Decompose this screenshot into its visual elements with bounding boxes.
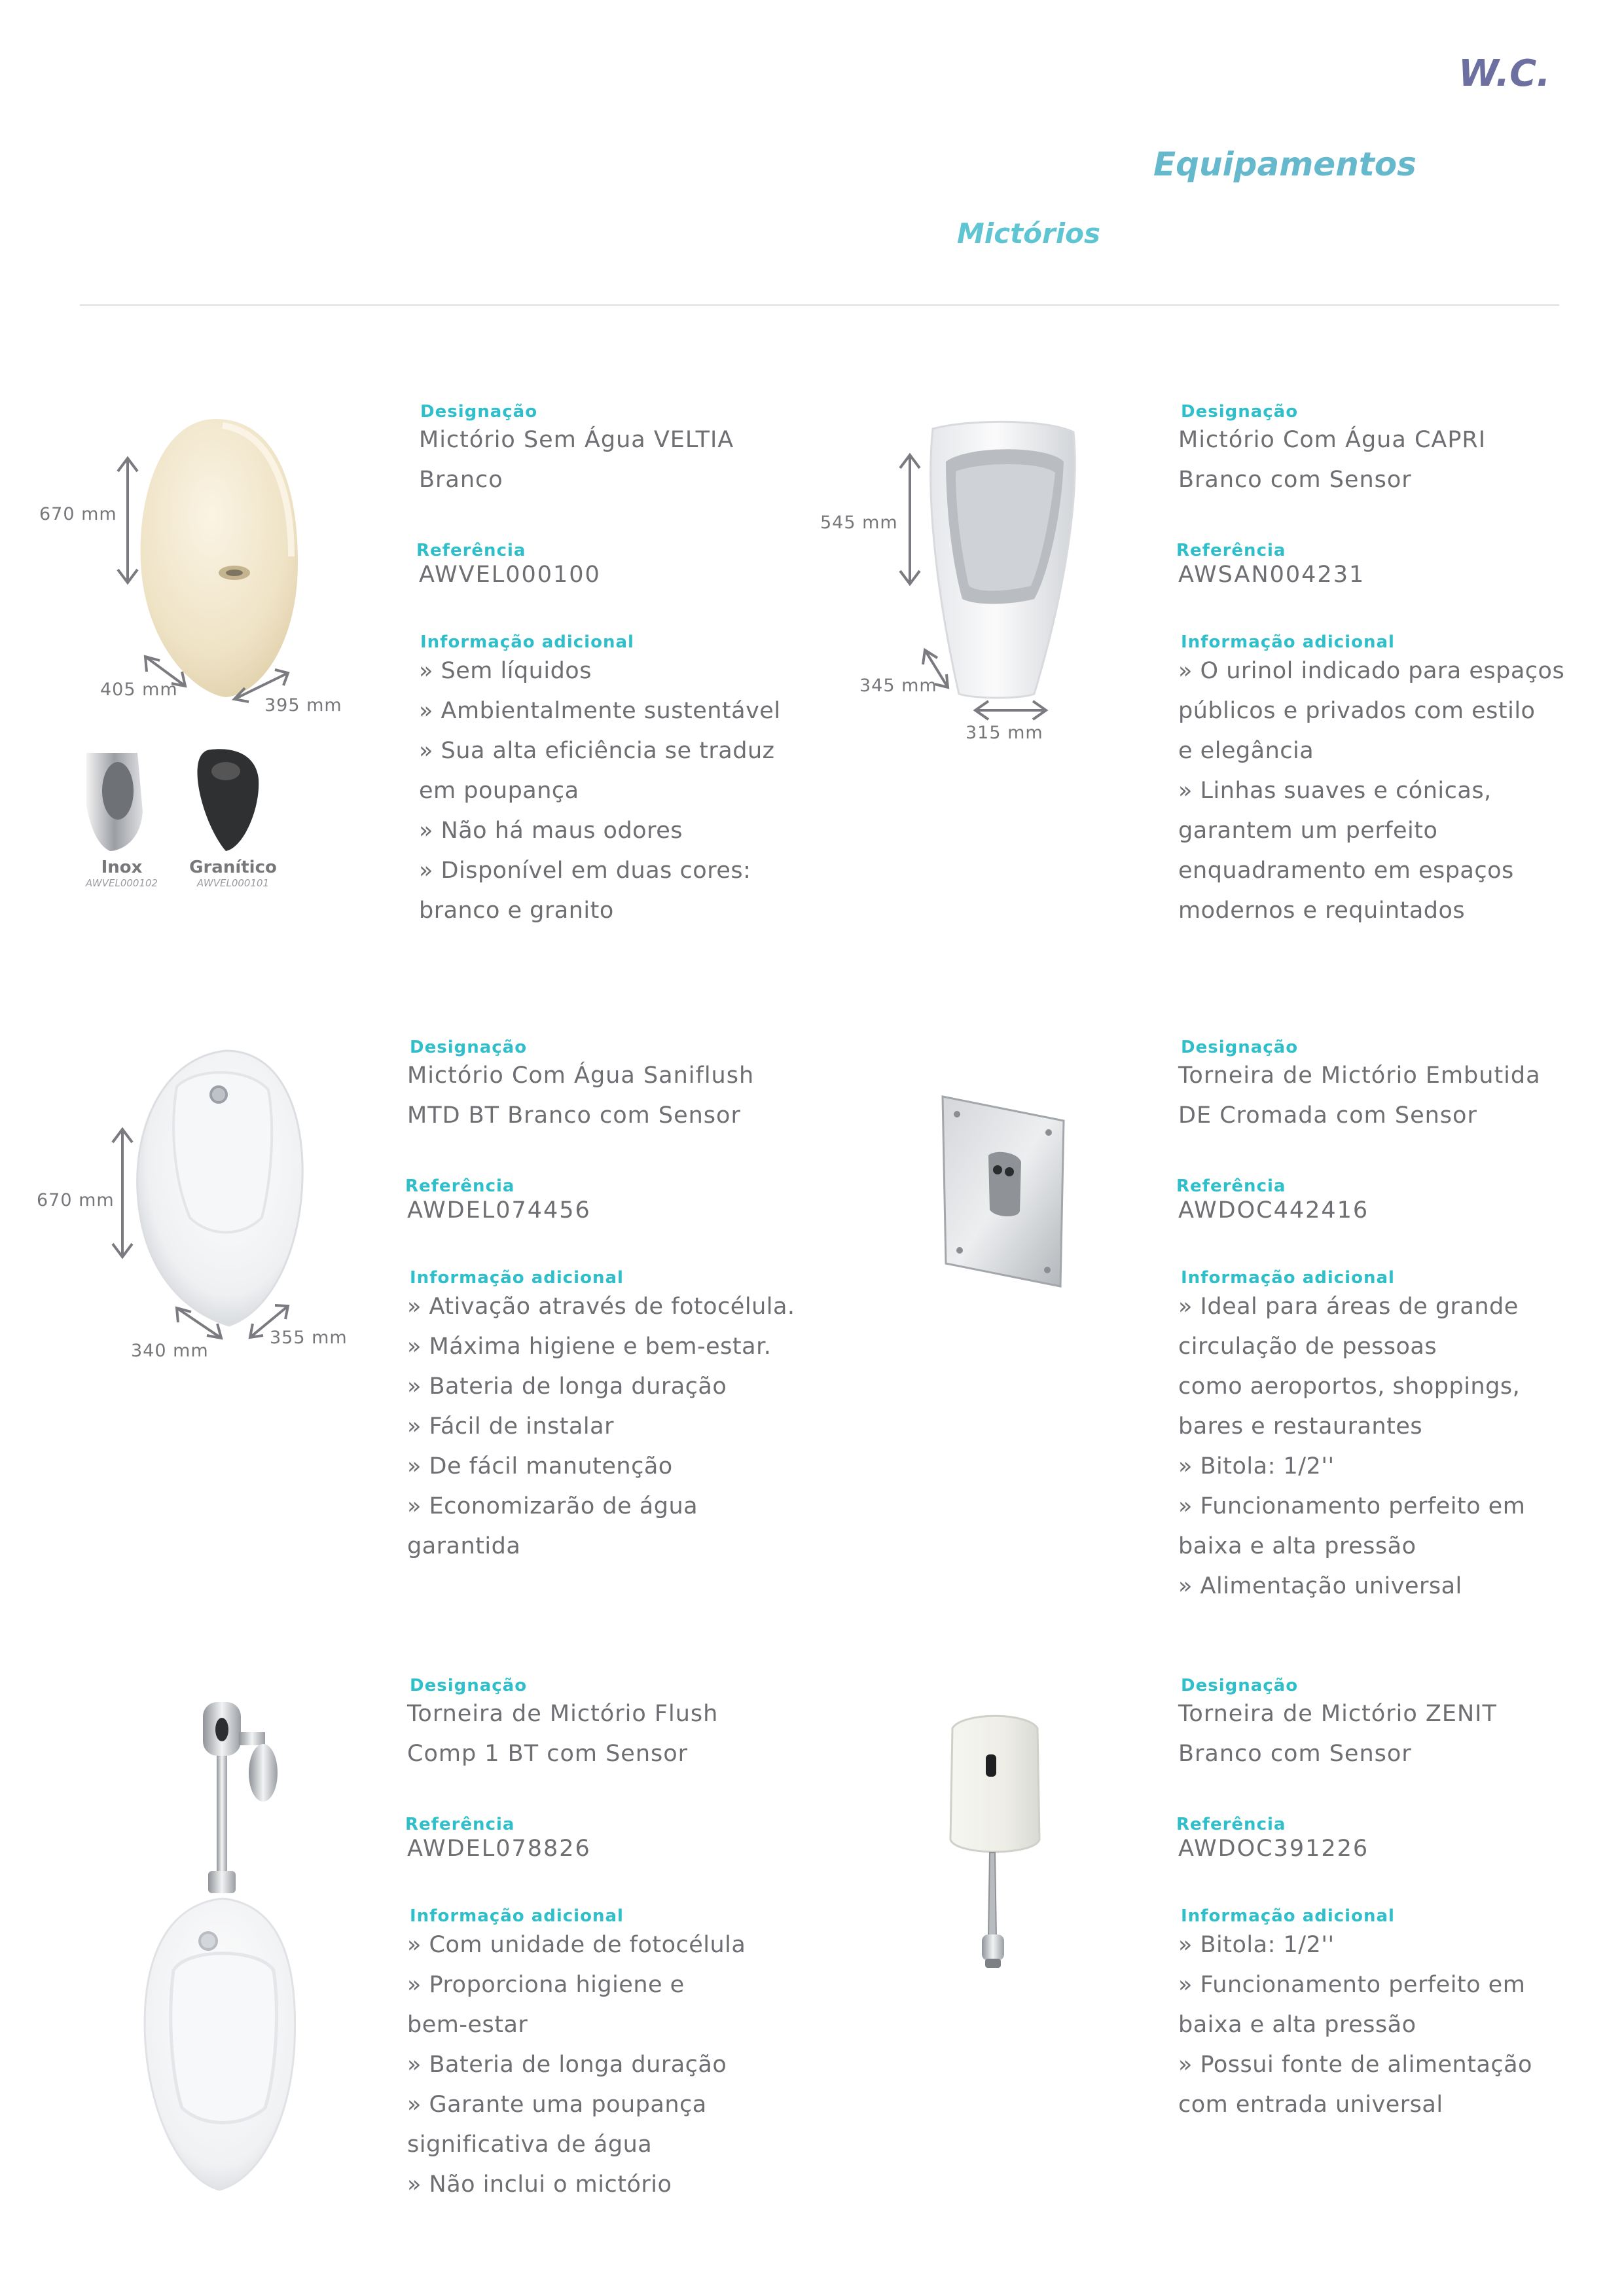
subcategory-title: Mictórios: [957, 217, 1100, 249]
info-item: branco e granito: [419, 898, 614, 924]
variant-name: Granítico: [189, 858, 277, 877]
info-list: [407, 1925, 746, 2205]
info-item: » Sua alta eficiência se traduz: [419, 738, 775, 764]
info-label: Informação adicional: [1181, 1906, 1395, 1926]
info-item: modernos e requintados: [1178, 898, 1466, 924]
product-designation: [1178, 420, 1486, 500]
reference-label: Referência: [405, 1176, 515, 1196]
info-item: » Ideal para áreas de grande: [1178, 1294, 1519, 1320]
info-item: » Proporciona higiene e: [407, 1972, 685, 1998]
info-item: » Não inclui o mictório: [407, 2171, 672, 2198]
product-designation: [1178, 1694, 1497, 1774]
info-item: baixa e alta pressão: [1178, 2012, 1416, 2038]
info-item: » Bateria de longa duração: [407, 1373, 727, 1400]
variant-code: AWVEL000102: [85, 877, 158, 889]
info-item: » Linhas suaves e cónicas,: [1178, 778, 1492, 804]
designation-line: Comp 1 BT com Sensor: [407, 1741, 689, 1767]
designation-line: MTD BT Branco com Sensor: [407, 1102, 741, 1129]
product-reference: AWDEL078826: [407, 1836, 591, 1862]
variant-inox: [76, 858, 168, 889]
designation-line: Mictório Com Água Saniflush: [407, 1062, 755, 1089]
designation-line: Branco: [419, 467, 503, 493]
variant-code: AWVEL000101: [196, 877, 270, 889]
info-item: » Bitola: 1/2'': [1178, 1453, 1335, 1479]
capri-height-dim: 545 mm: [820, 513, 898, 533]
product-reference: AWSAN004231: [1178, 562, 1365, 588]
info-item: como aeroportos, shoppings,: [1178, 1373, 1521, 1400]
designation-line: Torneira de Mictório ZENIT: [1178, 1701, 1497, 1727]
capri-depth-dim: 345 mm: [859, 676, 937, 696]
reference-label: Referência: [1176, 541, 1286, 560]
info-item: bem-estar: [407, 2012, 528, 2038]
info-item: » Garante uma poupança: [407, 2092, 707, 2118]
info-item: » De fácil manutenção: [407, 1453, 673, 1479]
info-item: » Sem líquidos: [419, 658, 592, 684]
product-designation: [407, 1694, 718, 1774]
info-item: » Economizarão de água: [407, 1493, 698, 1519]
info-item: garantida: [407, 1533, 521, 1559]
category-title: Equipamentos: [1153, 145, 1416, 183]
info-list: [419, 651, 781, 931]
info-item: públicos e privados com estilo: [1178, 698, 1536, 724]
designation-line: DE Cromada com Sensor: [1178, 1102, 1477, 1129]
product-reference: AWVEL000100: [419, 562, 601, 588]
variant-granitico: [187, 858, 279, 889]
designation-line: Torneira de Mictório Flush: [407, 1701, 719, 1727]
reference-label: Referência: [405, 1815, 515, 1834]
veltia-width-dim: 395 mm: [264, 695, 342, 716]
info-item: » Com unidade de fotocélula: [407, 1932, 746, 1958]
info-item: » Bateria de longa duração: [407, 2052, 727, 2078]
info-item: circulação de pessoas: [1178, 1334, 1437, 1360]
info-label: Informação adicional: [420, 632, 634, 652]
info-label: Informação adicional: [410, 1268, 624, 1288]
designation-label: Designação: [410, 1676, 528, 1696]
header-divider: [80, 304, 1559, 306]
info-item: » Funcionamento perfeito em: [1178, 1493, 1526, 1519]
reference-label: Referência: [416, 541, 526, 560]
info-item: » Funcionamento perfeito em: [1178, 1972, 1526, 1998]
designation-line: Branco com Sensor: [1178, 467, 1412, 493]
designation-line: Torneira de Mictório Embutida: [1178, 1062, 1541, 1089]
capri-width-dim: 315 mm: [965, 723, 1043, 743]
saniflush-width-dim: 355 mm: [270, 1328, 348, 1348]
info-item: » O urinol indicado para espaços: [1178, 658, 1565, 684]
info-item: significativa de água: [407, 2132, 653, 2158]
info-item: garantem um perfeito: [1178, 818, 1438, 844]
info-item: baixa e alta pressão: [1178, 1533, 1416, 1559]
section-tag: W.C.: [1458, 52, 1551, 95]
product-designation: [1178, 1056, 1541, 1136]
designation-line: Mictório Com Água CAPRI: [1178, 427, 1487, 453]
info-item: » Possui fonte de alimentação: [1178, 2052, 1532, 2078]
info-item: bares e restaurantes: [1178, 1413, 1423, 1440]
product-reference: AWDOC442416: [1178, 1197, 1369, 1224]
veltia-depth-dim: 405 mm: [100, 680, 178, 700]
info-list: [1178, 651, 1564, 931]
designation-line: Branco com Sensor: [1178, 1741, 1412, 1767]
info-item: em poupança: [419, 778, 579, 804]
designation-label: Designação: [1181, 402, 1299, 422]
designation-label: Designação: [420, 402, 538, 422]
info-item: » Ambientalmente sustentável: [419, 698, 781, 724]
info-item: » Bitola: 1/2'': [1178, 1932, 1335, 1958]
info-item: » Máxima higiene e bem-estar.: [407, 1334, 772, 1360]
designation-label: Designação: [1181, 1676, 1299, 1696]
zenit-tap-image: [0, 0, 1, 1]
info-label: Informação adicional: [1181, 1268, 1395, 1288]
info-label: Informação adicional: [1181, 632, 1395, 652]
product-reference: AWDEL074456: [407, 1197, 591, 1224]
designation-label: Designação: [410, 1038, 528, 1057]
saniflush-height-dim: 670 mm: [37, 1190, 115, 1210]
product-designation: [407, 1056, 754, 1136]
info-list: [407, 1287, 795, 1567]
designation-line: Mictório Sem Água VELTIA: [419, 427, 734, 453]
info-list: [1178, 1287, 1525, 1606]
product-reference: AWDOC391226: [1178, 1836, 1369, 1862]
info-item: e elegância: [1178, 738, 1314, 764]
info-item: com entrada universal: [1178, 2092, 1443, 2118]
designation-label: Designação: [1181, 1038, 1299, 1057]
variant-name: Inox: [101, 858, 143, 877]
info-item: » Alimentação universal: [1178, 1573, 1462, 1599]
info-item: » Não há maus odores: [419, 818, 683, 844]
product-designation: [419, 420, 734, 500]
info-list: [1178, 1925, 1532, 2125]
veltia-height-dim: 670 mm: [39, 504, 117, 524]
reference-label: Referência: [1176, 1176, 1286, 1196]
info-item: » Fácil de instalar: [407, 1413, 614, 1440]
saniflush-depth-dim: 340 mm: [131, 1341, 209, 1361]
reference-label: Referência: [1176, 1815, 1286, 1834]
info-item: enquadramento em espaços: [1178, 858, 1514, 884]
info-item: » Ativação através de fotocélula.: [407, 1294, 795, 1320]
info-label: Informação adicional: [410, 1906, 624, 1926]
info-item: » Disponível em duas cores:: [419, 858, 751, 884]
